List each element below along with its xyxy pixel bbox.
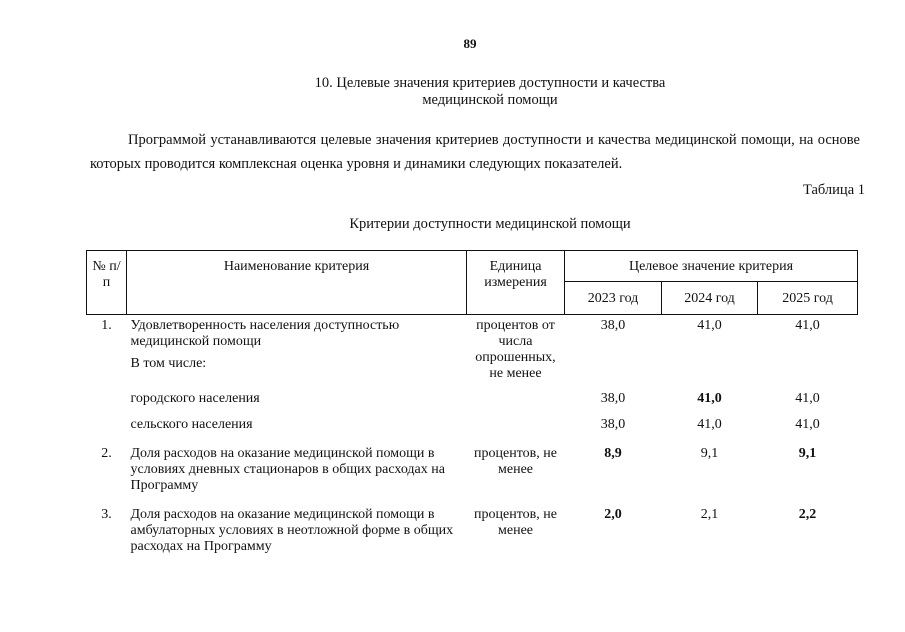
intro-paragraph: Программой устанавливаются целевые значения критериев доступности и качества медицинской помощи, на основе которых проводится комплексная оценка уровня и динамики следующих показателей. <box>90 132 860 172</box>
row-value-2024: 2,1 <box>700 507 719 522</box>
row-name-text: Удовлетворенность населения доступностью медицинской помощи <box>130 318 400 349</box>
row-value-2023: 38,0 <box>600 417 626 432</box>
table-row <box>87 315 858 383</box>
table-row <box>87 407 858 433</box>
table-row <box>87 433 858 494</box>
table-row <box>87 494 858 555</box>
table-title: Критерии доступности медицинской помощи <box>349 216 631 232</box>
row-value-2024: 9,1 <box>700 446 719 461</box>
row-value-2023: 8,9 <box>604 446 622 461</box>
page-number: 89 <box>463 36 477 51</box>
row-unit: процентов от числа опрошенных, не менее <box>475 318 556 381</box>
row-num <box>87 382 127 407</box>
row-value-2025: 41,0 <box>795 391 820 406</box>
row-num: 3. <box>101 507 112 522</box>
row-value-2024: 41,0 <box>697 318 722 333</box>
row-unit: процентов, не менее <box>474 446 557 477</box>
row-value-2023: 2,0 <box>604 507 622 522</box>
row-unit <box>467 407 565 433</box>
section-title-line-1: 10. Целевые значения критериев доступности и качества <box>314 75 666 91</box>
row-name: Доля расходов на оказание медицинской помощи в условиях дневных стационаров в общих расходах на Программу <box>130 446 445 493</box>
row-num <box>87 407 127 433</box>
row-value-2023: 38,0 <box>600 391 626 406</box>
row-name: Доля расходов на оказание медицинской помощи в амбулаторных условиях в неотложной форме в общих расходах на Программу <box>130 507 454 554</box>
header-year-2024: 2024 год <box>662 282 758 315</box>
header-year-2025: 2025 год <box>758 282 858 315</box>
row-value-2025: 9,1 <box>798 446 817 461</box>
criteria-table <box>86 250 858 555</box>
section-title-line-2: медицинской помощи <box>422 92 558 108</box>
table-row <box>87 382 858 407</box>
row-value-2023: 38,0 <box>600 318 626 333</box>
header-name: Наименование критерия <box>127 251 467 315</box>
row-value-2025: 2,2 <box>798 507 817 522</box>
header-num: № п/п <box>87 251 127 315</box>
row-name <box>127 315 467 383</box>
header-year-2023: 2023 год <box>565 282 662 315</box>
row-name: сельского населения <box>130 417 253 432</box>
table-label: Таблица 1 <box>802 182 865 198</box>
row-value-2025: 41,0 <box>795 417 820 432</box>
row-value-2025: 41,0 <box>795 318 820 333</box>
row-name: городского населения <box>130 391 260 406</box>
row-unit <box>467 382 565 407</box>
row-name-subheading: В том числе: <box>130 356 207 371</box>
header-target: Целевое значение критерия <box>565 251 858 282</box>
row-num: 1. <box>101 318 112 333</box>
section-title <box>200 75 780 109</box>
row-value-2024: 41,0 <box>697 417 722 432</box>
row-num: 2. <box>101 446 112 461</box>
row-value-2024: 41,0 <box>697 391 722 406</box>
row-unit: процентов, не менее <box>474 507 557 538</box>
header-unit: Единица измерения <box>467 251 565 315</box>
